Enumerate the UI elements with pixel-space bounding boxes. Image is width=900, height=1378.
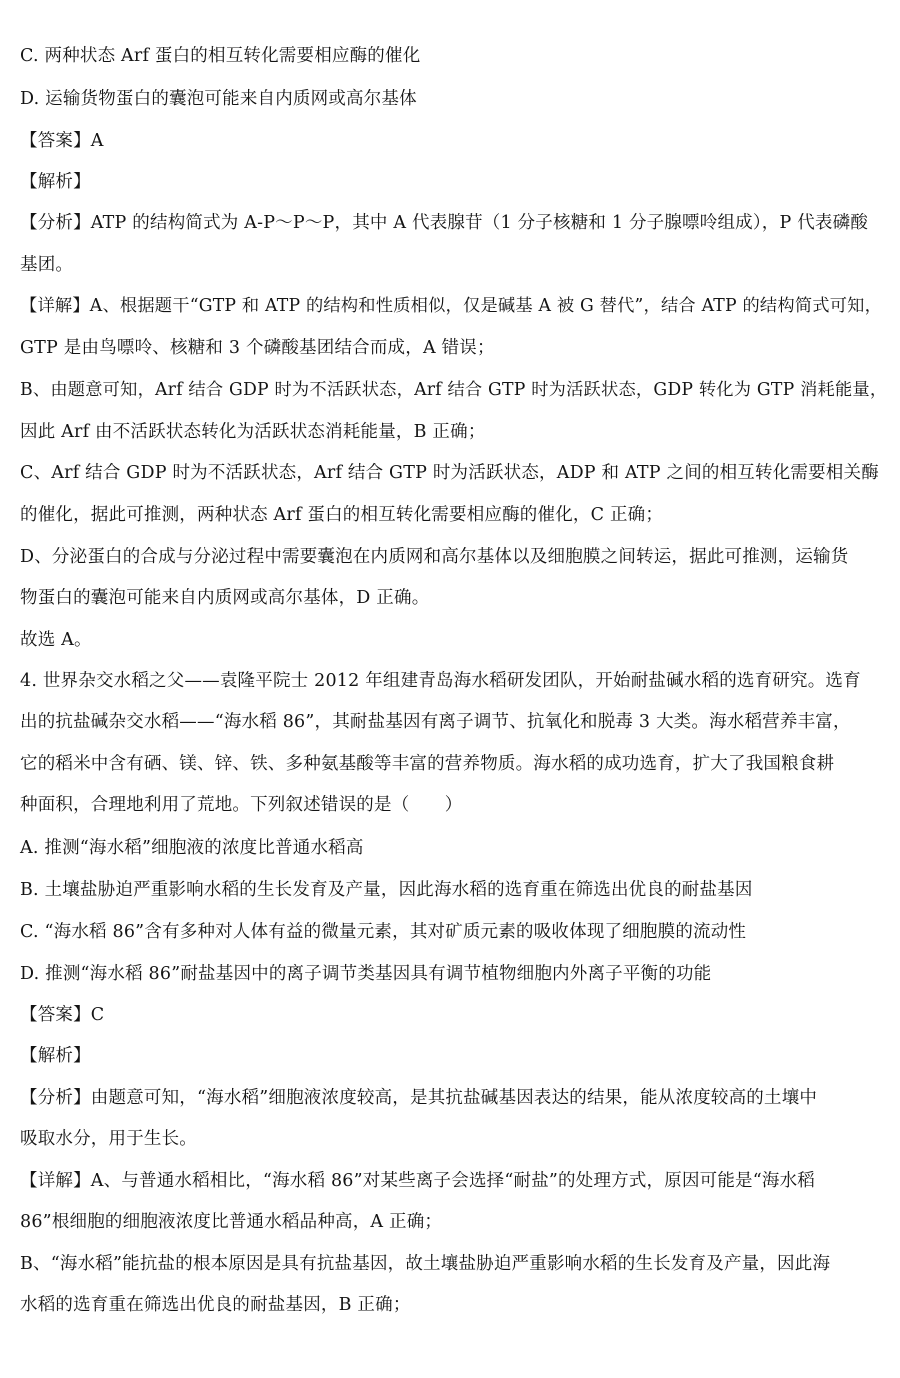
q3-detail-line: 的催化，据此可推测，两种状态 Arf 蛋白的相互转化需要相应酶的催化，C 正确； [20, 505, 664, 525]
q3-analysis-heading: 【解析】 [20, 172, 91, 192]
q4-detail-line: 86”根细胞的细胞液浓度比普通水稻品种高，A 正确； [20, 1212, 443, 1232]
q3-option-c: C. 两种状态 Arf 蛋白的相互转化需要相应酶的催化 [20, 46, 421, 66]
q3-conclusion: 故选 A。 [20, 630, 92, 650]
q4-option-c: C. “海水稻 86”含有多种对人体有益的微量元素，其对矿质元素的吸收体现了细胞膜的流动性 [20, 922, 747, 942]
q4-answer: 【答案】C [20, 1005, 105, 1025]
q3-detail-line: 【详解】A、根据题干“GTP 和 ATP 的结构和性质相似，仅是碱基 A 被 G 替代”，结合 ATP 的结构简式可知， [20, 296, 883, 316]
q4-detail-line: B、“海水稻”能抗盐的根本原因是具有抗盐基因，故土壤盐胁迫严重影响水稻的生长发育及产量，因此海 [20, 1254, 831, 1274]
q3-analysis-line: 【分析】ATP 的结构简式为 A-P～P～P，其中 A 代表腺苷（1 分子核糖和 1 分子腺嘌呤组成），P 代表磷酸 [20, 213, 869, 233]
q3-detail-line: B、由题意可知，Arf 结合 GDP 时为不活跃状态，Arf 结合 GTP 时为活跃状态，GDP 转化为 GTP 消耗能量， [20, 380, 888, 400]
q4-detail-line: 水稻的选育重在筛选出优良的耐盐基因，B 正确； [20, 1295, 411, 1315]
q3-detail-line: C、Arf 结合 GDP 时为不活跃状态，Arf 结合 GTP 时为活跃状态，ADP 和 ATP 之间的相互转化需要相关酶 [20, 463, 879, 483]
q3-detail-line: 物蛋白的囊泡可能来自内质网或高尔基体，D 正确。 [20, 588, 430, 608]
q3-answer: 【答案】A [20, 131, 104, 151]
q3-detail-line: GTP 是由鸟嘌呤、核糖和 3 个磷酸基团结合而成，A 错误； [20, 338, 495, 358]
q4-option-b: B. 土壤盐胁迫严重影响水稻的生长发育及产量，因此海水稻的选育重在筛选出优良的耐盐基因 [20, 880, 753, 900]
q4-stem-line: 它的稻米中含有硒、镁、锌、铁、多种氨基酸等丰富的营养物质。海水稻的成功选育，扩大了我国粮食耕 [20, 754, 835, 774]
q4-analysis-line: 【分析】由题意可知，“海水稻”细胞液浓度较高，是其抗盐碱基因表达的结果，能从浓度较高的土壤中 [20, 1088, 818, 1108]
q3-detail-line: 因此 Arf 由不活跃状态转化为活跃状态消耗能量，B 正确； [20, 422, 486, 442]
q3-detail-line: D、分泌蛋白的合成与分泌过程中需要囊泡在内质网和高尔基体以及细胞膜之间转运，据此可推测，运输货 [20, 547, 849, 567]
q4-option-a: A. 推测“海水稻”细胞液的浓度比普通水稻高 [20, 838, 364, 858]
q4-stem-line: 4. 世界杂交水稻之父——袁隆平院士 2012 年组建青岛海水稻研发团队，开始耐盐碱水稻的选育研究。选育 [20, 671, 861, 691]
q4-stem-line: 种面积，合理地利用了荒地。下列叙述错误的是（ ） [20, 795, 463, 815]
q4-analysis-line: 吸取水分，用于生长。 [20, 1129, 197, 1149]
q3-option-d: D. 运输货物蛋白的囊泡可能来自内质网或高尔基体 [20, 89, 417, 109]
q4-detail-line: 【详解】A、与普通水稻相比，“海水稻 86”对某些离子会选择“耐盐”的处理方式，原因可能是“海水稻 [20, 1171, 815, 1191]
q4-stem-line: 出的抗盐碱杂交水稻——“海水稻 86”，其耐盐基因有离子调节、抗氧化和脱毒 3 大类。海水稻营养丰富， [20, 712, 851, 732]
q4-analysis-heading: 【解析】 [20, 1046, 91, 1066]
q3-analysis-line: 基团。 [20, 255, 74, 275]
q4-option-d: D. 推测“海水稻 86”耐盐基因中的离子调节类基因具有调节植物细胞内外离子平衡的功能 [20, 964, 712, 984]
